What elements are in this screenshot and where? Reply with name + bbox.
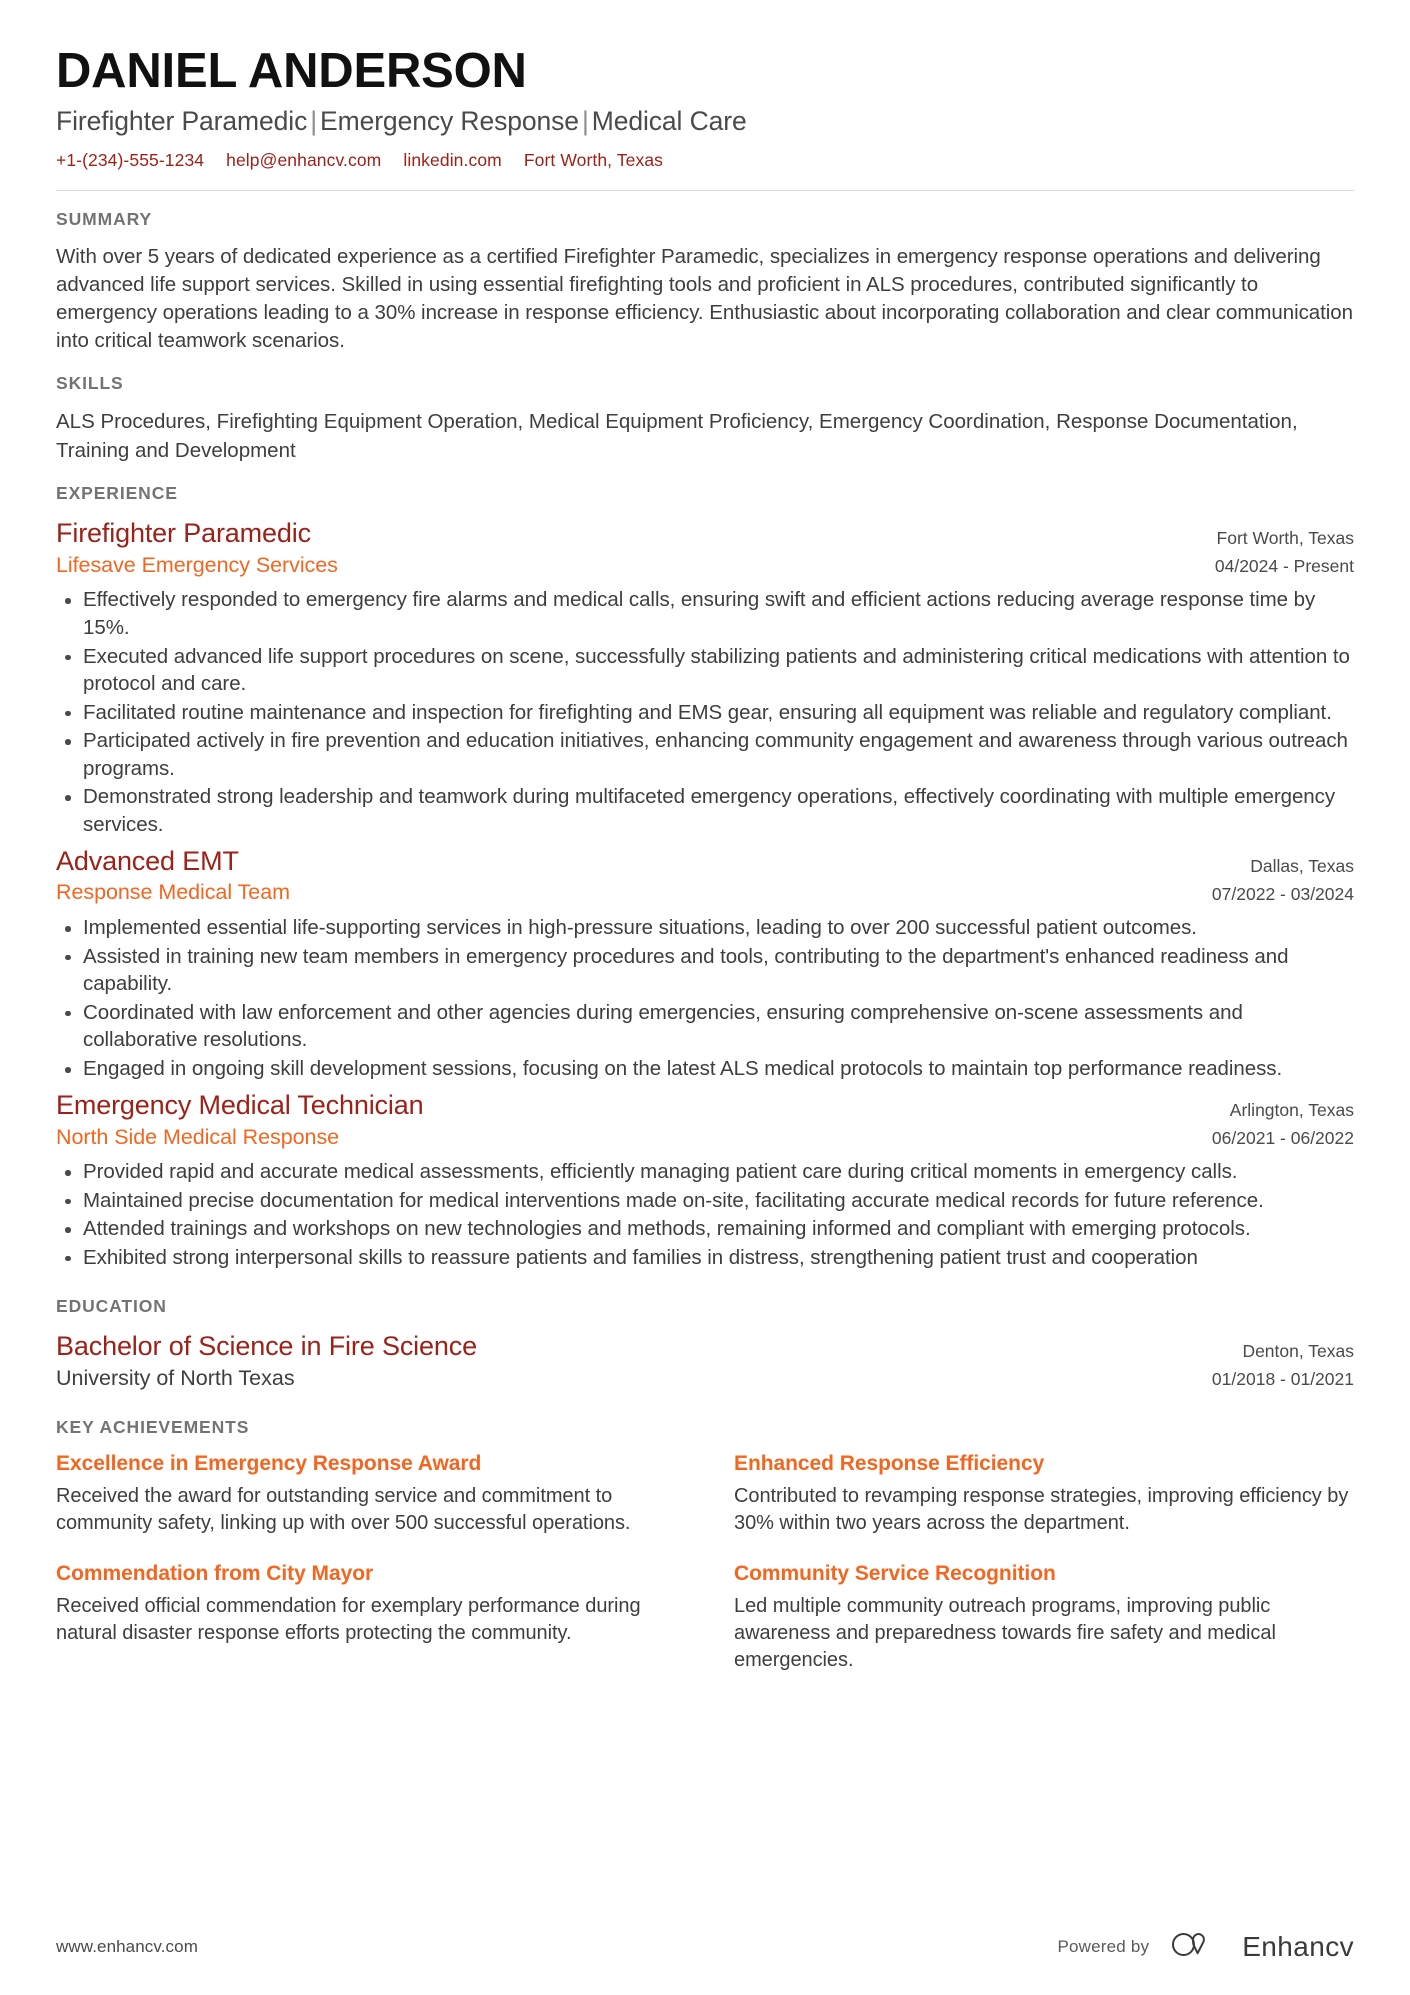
education-list — [56, 1330, 1354, 1394]
enhancv-mark-icon — [1169, 1928, 1229, 1965]
job-dates: 04/2024 - Present — [1214, 556, 1354, 577]
achievement-description: Received official commendation for exemplary performance during natural disaster response efforts protecting the community. — [56, 1595, 641, 1645]
job-dates: 06/2021 - 06/2022 — [1211, 1127, 1354, 1148]
experience-entry-header — [56, 1089, 1354, 1153]
job-bullet: Facilitated routine maintenance and inspection for firefighting and EMS gear, ensuring all equipment was reliable and regulatory compliant. — [56, 699, 1354, 727]
job-bullet: Implemented essential life-supporting services in high-pressure situations, leading to over 200 successful patient outcomes. — [56, 914, 1354, 942]
headline-separator: | — [581, 105, 589, 136]
education-entry-header — [56, 1330, 1354, 1394]
achievement-title: Commendation from City Mayor — [56, 1562, 374, 1586]
job-location: Arlington, Texas — [1229, 1099, 1354, 1120]
job-bullet: Provided rapid and accurate medical assessments, efficiently managing patient care during critical moments in emergency calls. — [56, 1158, 1354, 1186]
skills-section — [56, 355, 1354, 465]
job-bullet: Demonstrated strong leadership and teamwork during multifaceted emergency operations, effectively coordinating with multiple emergency services. — [56, 783, 1354, 838]
job-company: Response Medical Team — [56, 880, 290, 905]
job-title: Firefighter Paramedic — [56, 517, 311, 548]
job-bullet: Coordinated with law enforcement and other agencies during emergencies, ensuring comprehensive on-scene assessments and collaborative resolutions. — [56, 999, 1354, 1054]
experience-entry-main — [56, 1089, 1188, 1152]
experience-section — [56, 465, 1354, 1278]
education-location: Denton, Texas — [1242, 1340, 1354, 1361]
education-entry-main — [56, 1330, 1188, 1394]
job-title: Emergency Medical Technician — [56, 1089, 424, 1120]
experience-entry — [56, 517, 1354, 839]
education-section — [56, 1278, 1354, 1400]
achievement-item — [56, 1561, 676, 1674]
headline-part-0: Firefighter Paramedic — [56, 105, 308, 136]
experience-entry-main — [56, 845, 1188, 908]
job-bullet-list — [56, 586, 1354, 838]
experience-section-title: EXPERIENCE — [56, 482, 178, 503]
job-bullet: Assisted in training new team members in emergency procedures and tools, contributing to the department's enhanced readiness and capability. — [56, 943, 1354, 998]
skills-text: ALS Procedures, Firefighting Equipment Operation, Medical Equipment Proficiency, Emergency Coordination, Response Documentation, Training and Development — [56, 409, 1298, 462]
job-bullet: Executed advanced life support procedures on scene, successfully stabilizing patients and administering critical medications with attention to protocol and care. — [56, 643, 1354, 698]
experience-entry — [56, 845, 1354, 1083]
experience-entry — [56, 1089, 1354, 1272]
education-school: University of North Texas — [56, 1366, 295, 1391]
job-bullet: Maintained precise documentation for medical interventions made on-site, facilitating accurate medical records for future reference. — [56, 1187, 1354, 1215]
headline-part-2: Medical Care — [591, 105, 747, 136]
achievements-section — [56, 1399, 1354, 1674]
achievements-grid — [56, 1451, 1354, 1674]
experience-entry-header — [56, 845, 1354, 909]
education-dates: 01/2018 - 01/2021 — [1211, 1368, 1354, 1389]
achievement-title: Excellence in Emergency Response Award — [56, 1452, 482, 1476]
powered-by-label: Powered by — [1057, 1936, 1150, 1956]
contact-location: Fort Worth, Texas — [523, 150, 663, 171]
achievement-description: Received the award for outstanding service and commitment to community safety, linking up with over 500 successful operations. — [56, 1485, 631, 1535]
education-section-title: EDUCATION — [56, 1295, 167, 1316]
job-bullet: Participated actively in fire prevention and education initiatives, enhancing community engagement and awareness through various outreach programs. — [56, 727, 1354, 782]
job-bullet-list — [56, 914, 1354, 1082]
summary-section — [56, 191, 1354, 355]
job-location: Fort Worth, Texas — [1216, 527, 1354, 548]
contact-email[interactable]: help@enhancv.com — [226, 150, 382, 171]
achievement-title: Community Service Recognition — [734, 1562, 1056, 1586]
headline-separator: | — [310, 105, 318, 136]
resume-header — [56, 46, 1354, 191]
job-bullet-list — [56, 1158, 1354, 1271]
job-dates: 07/2022 - 03/2024 — [1211, 883, 1354, 904]
candidate-name: DANIEL ANDERSON — [56, 44, 527, 98]
achievement-item — [734, 1451, 1354, 1537]
experience-entry-meta — [1188, 1089, 1354, 1153]
achievement-description: Contributed to revamping response strategies, improving efficiency by 30% within two years across the department. — [734, 1485, 1349, 1535]
job-company: Lifesave Emergency Services — [56, 552, 338, 577]
resume-footer — [56, 1902, 1354, 1995]
experience-entry-meta — [1191, 517, 1354, 581]
job-title: Advanced EMT — [56, 845, 239, 876]
enhancv-logo-lockup — [1169, 1928, 1354, 1965]
headline-part-1: Emergency Response — [320, 105, 579, 136]
contact-linkedin[interactable]: linkedin.com — [403, 150, 502, 171]
skills-section-title: SKILLS — [56, 372, 124, 393]
contact-row — [56, 150, 1354, 171]
education-entry — [56, 1330, 1354, 1394]
job-bullet: Effectively responded to emergency fire alarms and medical calls, ensuring swift and efficient actions reducing average response time by 15%. — [56, 586, 1354, 641]
achievement-item — [734, 1561, 1354, 1674]
achievements-section-title: KEY ACHIEVEMENTS — [56, 1417, 250, 1438]
job-bullet: Exhibited strong interpersonal skills to reassure patients and families in distress, strengthening patient trust and cooperation — [56, 1244, 1354, 1272]
footer-website-url[interactable]: www.enhancv.com — [56, 1936, 198, 1956]
footer-brand — [1057, 1928, 1354, 1965]
candidate-headline — [56, 105, 1354, 138]
summary-text: With over 5 years of dedicated experience as a certified Firefighter Paramedic, specializes in emergency response operations and delivering advanced life support services. Skilled in using essential firefighting tools and proficient in ALS procedures, contributed significantly to emergency operations leading to a 30% increase in response efficiency. Enthusiastic about incorporating collaboration and clear communication into critical teamwork scenarios. — [56, 245, 1353, 352]
education-degree: Bachelor of Science in Fire Science — [56, 1330, 477, 1361]
enhancv-brand-name: Enhancv — [1242, 1930, 1354, 1962]
achievement-title: Enhanced Response Efficiency — [734, 1452, 1045, 1476]
achievement-description: Led multiple community outreach programs, improving public awareness and preparedness towards fire safety and medical emergencies. — [734, 1595, 1276, 1672]
job-bullet: Attended trainings and workshops on new technologies and methods, remaining informed and compliant with emerging protocols. — [56, 1215, 1354, 1243]
job-company: North Side Medical Response — [56, 1124, 340, 1149]
experience-entry-header — [56, 517, 1354, 581]
experience-entry-main — [56, 517, 1191, 580]
experience-list — [56, 517, 1354, 1272]
education-entry-meta — [1188, 1330, 1354, 1394]
summary-section-title: SUMMARY — [56, 209, 153, 230]
experience-entry-meta — [1188, 845, 1354, 909]
job-location: Dallas, Texas — [1250, 855, 1354, 876]
job-bullet: Engaged in ongoing skill development sessions, focusing on the latest ALS medical protocols to maintain top performance readiness. — [56, 1055, 1354, 1083]
achievement-item — [56, 1451, 676, 1537]
contact-phone[interactable]: +1-(234)-555-1234 — [56, 150, 205, 171]
